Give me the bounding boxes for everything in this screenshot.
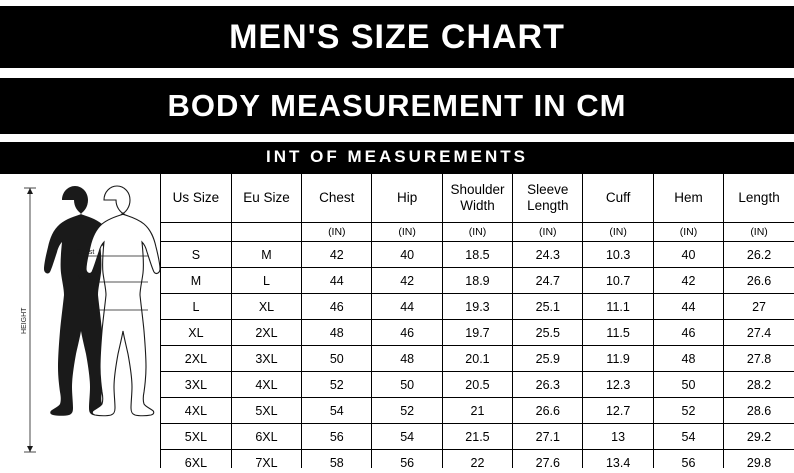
table-row — [161, 424, 794, 450]
cell-chest: 56 — [302, 424, 372, 450]
size-table-head — [161, 174, 794, 223]
cell-shoulder-width: 19.7 — [442, 320, 512, 346]
cell-hem: 50 — [653, 372, 723, 398]
column-header-us-size: Us Size — [161, 174, 231, 223]
cell-us-size: XL — [161, 320, 231, 346]
cell-cuff: 10.7 — [583, 268, 653, 294]
cell-chest: 46 — [302, 294, 372, 320]
column-header-length: Length — [724, 174, 794, 223]
unit-cell: (IN) — [583, 223, 653, 242]
cell-us-size: 6XL — [161, 450, 231, 469]
cell-us-size: 5XL — [161, 424, 231, 450]
cell-hem: 52 — [653, 398, 723, 424]
column-header-shoulder-width: Shoulder Width — [442, 174, 512, 223]
unit-cell: (IN) — [302, 223, 372, 242]
cell-hem: 54 — [653, 424, 723, 450]
unit-cell: (IN) — [442, 223, 512, 242]
cell-hem: 42 — [653, 268, 723, 294]
cell-length: 27.4 — [724, 320, 794, 346]
cell-length: 27.8 — [724, 346, 794, 372]
page-subtitle: BODY MEASUREMENT IN CM — [0, 78, 794, 134]
cell-chest: 44 — [302, 268, 372, 294]
unit-cell: (IN) — [372, 223, 442, 242]
cell-hip: 56 — [372, 450, 442, 469]
cell-shoulder-width: 22 — [442, 450, 512, 469]
cell-eu-size: 3XL — [231, 346, 301, 372]
cell-cuff: 12.7 — [583, 398, 653, 424]
cell-cuff: 12.3 — [583, 372, 653, 398]
cell-length: 27 — [724, 294, 794, 320]
cell-cuff: 11.9 — [583, 346, 653, 372]
cell-us-size: S — [161, 242, 231, 268]
cell-hem: 44 — [653, 294, 723, 320]
cell-sleeve-length: 26.3 — [513, 372, 583, 398]
cell-shoulder-width: 18.5 — [442, 242, 512, 268]
cell-hip: 50 — [372, 372, 442, 398]
column-header-eu-size: Eu Size — [231, 174, 301, 223]
column-header-cuff: Cuff — [583, 174, 653, 223]
table-row — [161, 346, 794, 372]
cell-shoulder-width: 20.5 — [442, 372, 512, 398]
column-header-hem: Hem — [653, 174, 723, 223]
male-body-diagram — [0, 174, 160, 466]
size-table-body — [161, 223, 794, 469]
column-header-chest: Chest — [302, 174, 372, 223]
cell-sleeve-length: 25.9 — [513, 346, 583, 372]
unit-cell: (IN) — [653, 223, 723, 242]
units-row — [161, 223, 794, 242]
cell-us-size: M — [161, 268, 231, 294]
waist-label: Waist — [78, 275, 96, 282]
cell-cuff: 13.4 — [583, 450, 653, 469]
table-row — [161, 320, 794, 346]
cell-cuff: 11.5 — [583, 320, 653, 346]
cell-sleeve-length: 24.7 — [513, 268, 583, 294]
cell-hip: 54 — [372, 424, 442, 450]
cell-us-size: L — [161, 294, 231, 320]
cell-eu-size: 6XL — [231, 424, 301, 450]
cell-eu-size: 4XL — [231, 372, 301, 398]
table-row — [161, 372, 794, 398]
size-chart-page — [0, 6, 794, 473]
cell-length: 29.8 — [724, 450, 794, 469]
table-row — [161, 242, 794, 268]
unit-cell — [231, 223, 301, 242]
cell-cuff: 11.1 — [583, 294, 653, 320]
unit-cell — [161, 223, 231, 242]
column-header-sleeve-length: Sleeve Length — [513, 174, 583, 223]
cell-sleeve-length: 25.1 — [513, 294, 583, 320]
cell-sleeve-length: 27.1 — [513, 424, 583, 450]
unit-cell: (IN) — [724, 223, 794, 242]
cell-sleeve-length: 25.5 — [513, 320, 583, 346]
cell-hip: 42 — [372, 268, 442, 294]
chest-label: Chest — [76, 249, 95, 256]
cell-eu-size: M — [231, 242, 301, 268]
cell-chest: 58 — [302, 450, 372, 469]
cell-eu-size: 5XL — [231, 398, 301, 424]
cell-length: 28.2 — [724, 372, 794, 398]
unit-cell: (IN) — [513, 223, 583, 242]
hip-label: Hip — [84, 303, 95, 310]
cell-sleeve-length: 27.6 — [513, 450, 583, 469]
table-row — [161, 268, 794, 294]
height-label: HEIGHT — [21, 307, 28, 334]
cell-sleeve-length: 24.3 — [513, 242, 583, 268]
cell-us-size: 4XL — [161, 398, 231, 424]
cell-length: 26.6 — [724, 268, 794, 294]
measurements-band: INT OF MEASUREMENTS — [0, 142, 794, 172]
cell-hip: 48 — [372, 346, 442, 372]
table-row — [161, 450, 794, 469]
cell-hip: 46 — [372, 320, 442, 346]
cell-chest: 42 — [302, 242, 372, 268]
cell-length: 26.2 — [724, 242, 794, 268]
cell-eu-size: 2XL — [231, 320, 301, 346]
table-row — [161, 294, 794, 320]
cell-chest: 48 — [302, 320, 372, 346]
cell-hip: 40 — [372, 242, 442, 268]
column-header-hip: Hip — [372, 174, 442, 223]
cell-hip: 52 — [372, 398, 442, 424]
cell-cuff: 10.3 — [583, 242, 653, 268]
cell-hip: 44 — [372, 294, 442, 320]
cell-shoulder-width: 18.9 — [442, 268, 512, 294]
cell-length: 29.2 — [724, 424, 794, 450]
cell-hem: 56 — [653, 450, 723, 469]
cell-chest: 54 — [302, 398, 372, 424]
cell-hem: 40 — [653, 242, 723, 268]
cell-us-size: 2XL — [161, 346, 231, 372]
body-figure-pane — [0, 174, 161, 468]
cell-hem: 46 — [653, 320, 723, 346]
cell-shoulder-width: 19.3 — [442, 294, 512, 320]
cell-chest: 52 — [302, 372, 372, 398]
page-title: MEN'S SIZE CHART — [0, 6, 794, 68]
cell-length: 28.6 — [724, 398, 794, 424]
cell-shoulder-width: 20.1 — [442, 346, 512, 372]
cell-hem: 48 — [653, 346, 723, 372]
header-row — [161, 174, 794, 223]
size-table-pane — [161, 174, 794, 468]
cell-us-size: 3XL — [161, 372, 231, 398]
cell-eu-size: 7XL — [231, 450, 301, 469]
table-row — [161, 398, 794, 424]
cell-shoulder-width: 21.5 — [442, 424, 512, 450]
cell-eu-size: L — [231, 268, 301, 294]
cell-shoulder-width: 21 — [442, 398, 512, 424]
cell-eu-size: XL — [231, 294, 301, 320]
chart-content — [0, 172, 794, 468]
cell-cuff: 13 — [583, 424, 653, 450]
size-table — [161, 174, 794, 468]
cell-sleeve-length: 26.6 — [513, 398, 583, 424]
cell-chest: 50 — [302, 346, 372, 372]
